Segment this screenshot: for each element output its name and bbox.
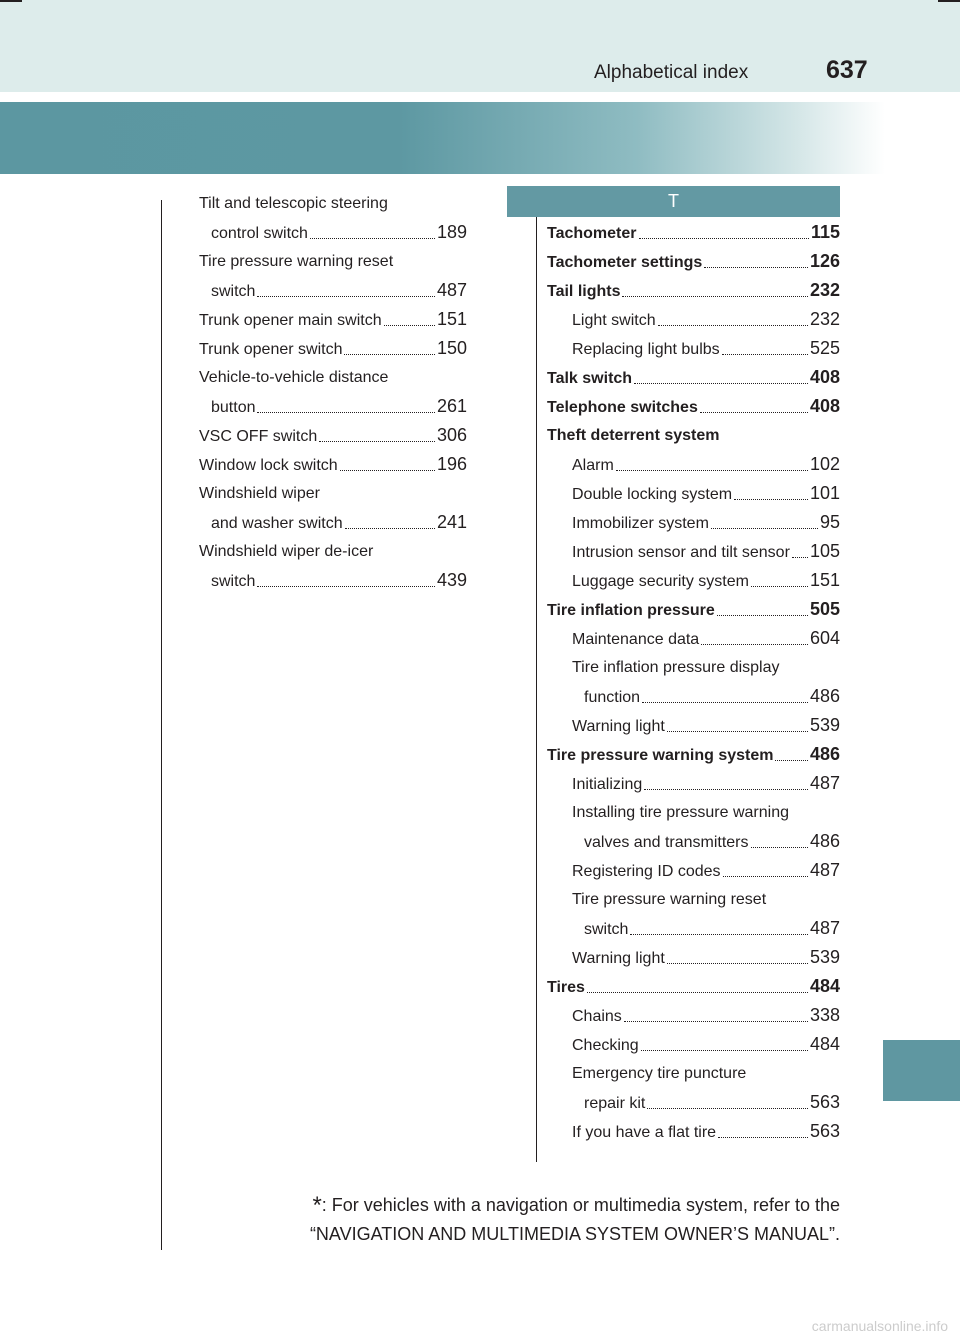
index-entry: [199, 508, 467, 537]
index-entry-label: Telephone switches: [547, 399, 698, 416]
leader-dots: [700, 412, 808, 413]
index-entry: [547, 595, 840, 624]
index-entry: [547, 247, 840, 276]
index-entry: [547, 1030, 840, 1059]
index-entry-label: switch: [211, 573, 256, 590]
index-entry-label: Intrusion sensor and tilt sensor: [572, 544, 790, 561]
index-entry-label: Immobilizer system: [572, 515, 709, 532]
index-entry-page: 486: [809, 744, 840, 764]
leader-dots: [722, 354, 808, 355]
index-entry-page: 101: [809, 483, 840, 503]
index-entry-label: Tire pressure warning system: [547, 747, 774, 764]
index-entry-page: 115: [810, 222, 840, 242]
index-entry: [547, 218, 840, 247]
index-entry-label: Window lock switch: [199, 457, 338, 474]
index-entry: [547, 450, 840, 479]
index-entry-label: Luggage security system: [572, 573, 749, 590]
index-entry: [547, 566, 840, 595]
index-entry: [547, 392, 840, 421]
index-entry: [547, 508, 840, 537]
index-entry-page: 102: [809, 454, 840, 474]
index-entry: [199, 421, 467, 450]
index-entry-label: Trunk opener switch: [199, 341, 343, 358]
footnote-line-1: : For vehicles with a navigation or multimedia system, refer to the: [321, 1195, 840, 1215]
index-entry: [547, 798, 840, 827]
leader-dots: [345, 528, 435, 529]
index-entry-page: 539: [809, 715, 840, 735]
index-entry: [547, 943, 840, 972]
index-entry-label: switch: [211, 283, 256, 300]
index-entry: [199, 276, 467, 305]
index-entry: [547, 885, 840, 914]
leader-dots: [630, 934, 808, 935]
index-entry-page: 539: [809, 947, 840, 967]
index-entry-label: repair kit: [584, 1095, 646, 1112]
index-entry: [547, 1059, 840, 1088]
index-entry: [199, 189, 467, 218]
index-entry-label: Chains: [572, 1008, 622, 1025]
index-entry: [547, 1088, 840, 1117]
leader-dots: [647, 1108, 808, 1109]
leader-dots: [717, 615, 808, 616]
crop-mark: [0, 0, 22, 2]
index-column-right: [547, 218, 840, 1146]
index-entry-label: Windshield wiper: [199, 485, 320, 502]
index-entry-label: Warning light: [572, 718, 665, 735]
index-entry-page: 487: [809, 860, 840, 880]
index-entry-page: 261: [436, 396, 467, 416]
index-entry-label: Tilt and telescopic steering: [199, 195, 388, 212]
index-entry-page: 306: [436, 425, 467, 445]
index-entry: [547, 769, 840, 798]
index-entry: [547, 624, 840, 653]
leader-dots: [704, 267, 808, 268]
index-entry-label: VSC OFF switch: [199, 428, 318, 445]
leader-dots: [711, 528, 818, 529]
index-entry-label: valves and transmitters: [584, 834, 749, 851]
leader-dots: [624, 1021, 808, 1022]
index-entry-page: 486: [809, 831, 840, 851]
index-entry: [547, 363, 840, 392]
index-entry: [199, 218, 467, 247]
index-entry-page: 151: [436, 309, 467, 329]
index-entry: [547, 479, 840, 508]
index-entry: [199, 479, 467, 508]
index-entry-page: 525: [809, 338, 840, 358]
index-entry-label: Initializing: [572, 776, 643, 793]
index-entry-label: Replacing light bulbs: [572, 341, 720, 358]
index-entry-page: 189: [436, 222, 467, 242]
index-entry-page: 484: [809, 976, 840, 996]
index-entry-label: Maintenance data: [572, 631, 700, 648]
leader-dots: [340, 470, 435, 471]
index-entry-page: 105: [809, 541, 840, 561]
index-entry: [547, 914, 840, 943]
index-entry-label: Registering ID codes: [572, 863, 721, 880]
index-entry-label: Tire inflation pressure display: [572, 659, 780, 676]
left-margin-rule: [161, 200, 162, 1250]
index-entry-label: Trunk opener main switch: [199, 312, 382, 329]
index-entry-page: 150: [436, 338, 467, 358]
index-entry-label: Tire pressure warning reset: [572, 891, 767, 908]
leader-dots: [667, 963, 808, 964]
index-entry-label: control switch: [211, 225, 308, 242]
index-entry-label: switch: [584, 921, 629, 938]
index-column-left: [199, 189, 467, 595]
watermark: carmanualsonline.info: [811, 1318, 948, 1334]
index-entry: [199, 392, 467, 421]
footnote-star: *: [312, 1192, 322, 1219]
index-entry-label: Theft deterrent system: [547, 427, 720, 444]
index-entry: [547, 972, 840, 1001]
index-entry-label: button: [211, 399, 256, 416]
leader-dots: [734, 499, 808, 500]
index-entry: [547, 305, 840, 334]
index-entry-page: 487: [809, 918, 840, 938]
index-entry-label: and washer switch: [211, 515, 343, 532]
index-entry-page: 505: [809, 599, 840, 619]
index-entry: [547, 537, 840, 566]
index-entry-page: 338: [809, 1005, 840, 1025]
index-entry: [547, 1001, 840, 1030]
index-entry-page: 563: [809, 1121, 840, 1141]
index-entry-label: Vehicle-to-vehicle distance: [199, 369, 389, 386]
index-entry: [199, 247, 467, 276]
index-entry-page: 408: [809, 396, 840, 416]
index-entry-page: 604: [809, 628, 840, 648]
index-entry-page: 484: [809, 1034, 840, 1054]
index-entry: [547, 740, 840, 769]
leader-dots: [641, 1050, 808, 1051]
index-entry-label: Tachometer settings: [547, 254, 703, 271]
index-entry-page: 232: [809, 280, 840, 300]
index-entry-page: 439: [436, 570, 467, 590]
leader-dots: [718, 1137, 808, 1138]
index-entry: [547, 682, 840, 711]
index-entry: [547, 276, 840, 305]
index-entry-page: 563: [809, 1092, 840, 1112]
leader-dots: [384, 325, 435, 326]
index-entry: [199, 363, 467, 392]
index-entry: [547, 1117, 840, 1146]
index-entry-label: Installing tire pressure warning: [572, 804, 789, 821]
section-letter-header: T: [507, 186, 840, 217]
index-entry-page: 408: [809, 367, 840, 387]
index-entry-page: 487: [809, 773, 840, 793]
index-entry-label: function: [584, 689, 641, 706]
index-entry-label: Emergency tire puncture: [572, 1065, 747, 1082]
leader-dots: [257, 412, 434, 413]
leader-dots: [658, 325, 808, 326]
index-entry-page: 486: [809, 686, 840, 706]
index-entry: [547, 421, 840, 450]
leader-dots: [587, 992, 808, 993]
leader-dots: [723, 876, 808, 877]
index-entry-label: Light switch: [572, 312, 656, 329]
crop-mark: [938, 0, 960, 2]
index-entry: [199, 537, 467, 566]
leader-dots: [667, 731, 808, 732]
header-banner: [0, 102, 885, 174]
leader-dots: [310, 238, 435, 239]
leader-dots: [344, 354, 434, 355]
index-entry: [199, 334, 467, 363]
index-entry: [547, 827, 840, 856]
index-entry-label: If you have a flat tire: [572, 1124, 717, 1141]
leader-dots: [792, 557, 808, 558]
leader-dots: [751, 586, 808, 587]
leader-dots: [642, 702, 808, 703]
leader-dots: [616, 470, 808, 471]
index-entry-page: 196: [436, 454, 467, 474]
index-entry-label: Alarm: [572, 457, 614, 474]
index-entry: [199, 566, 467, 595]
leader-dots: [257, 586, 435, 587]
leader-dots: [644, 789, 808, 790]
index-entry-label: Warning light: [572, 950, 665, 967]
index-entry-label: Windshield wiper de-icer: [199, 543, 374, 560]
page-title: Alphabetical index: [594, 62, 749, 83]
index-entry-page: 126: [809, 251, 840, 271]
index-entry: [199, 450, 467, 479]
column-divider: [536, 200, 537, 1162]
index-entry-label: Tail lights: [547, 283, 621, 300]
index-entry: [199, 305, 467, 334]
leader-dots: [622, 296, 807, 297]
leader-dots: [639, 238, 809, 239]
index-entry-label: Tire inflation pressure: [547, 602, 715, 619]
leader-dots: [701, 644, 808, 645]
index-entry: [547, 653, 840, 682]
index-entry-page: 487: [436, 280, 467, 300]
chapter-side-tab: [883, 1040, 960, 1101]
index-entry-page: 95: [819, 512, 840, 532]
leader-dots: [775, 760, 807, 761]
leader-dots: [319, 441, 435, 442]
index-entry-page: 232: [809, 309, 840, 329]
footnote: [140, 1191, 840, 1249]
index-entry-label: Tires: [547, 979, 585, 996]
index-entry: [547, 856, 840, 885]
leader-dots: [634, 383, 808, 384]
page-number: 637: [826, 56, 868, 84]
index-entry-page: 241: [436, 512, 467, 532]
index-entry-label: Double locking system: [572, 486, 733, 503]
index-entry: [547, 711, 840, 740]
index-entry-label: Checking: [572, 1037, 639, 1054]
page-header-band: [0, 0, 960, 92]
leader-dots: [751, 847, 808, 848]
index-entry-label: Tachometer: [547, 225, 637, 242]
index-entry: [547, 334, 840, 363]
index-entry-label: Tire pressure warning reset: [199, 253, 394, 270]
index-entry-label: Talk switch: [547, 370, 633, 387]
index-entry-page: 151: [809, 570, 840, 590]
footnote-line-2: “NAVIGATION AND MULTIMEDIA SYSTEM OWNER’S MANUAL”.: [309, 1224, 840, 1244]
leader-dots: [257, 296, 435, 297]
